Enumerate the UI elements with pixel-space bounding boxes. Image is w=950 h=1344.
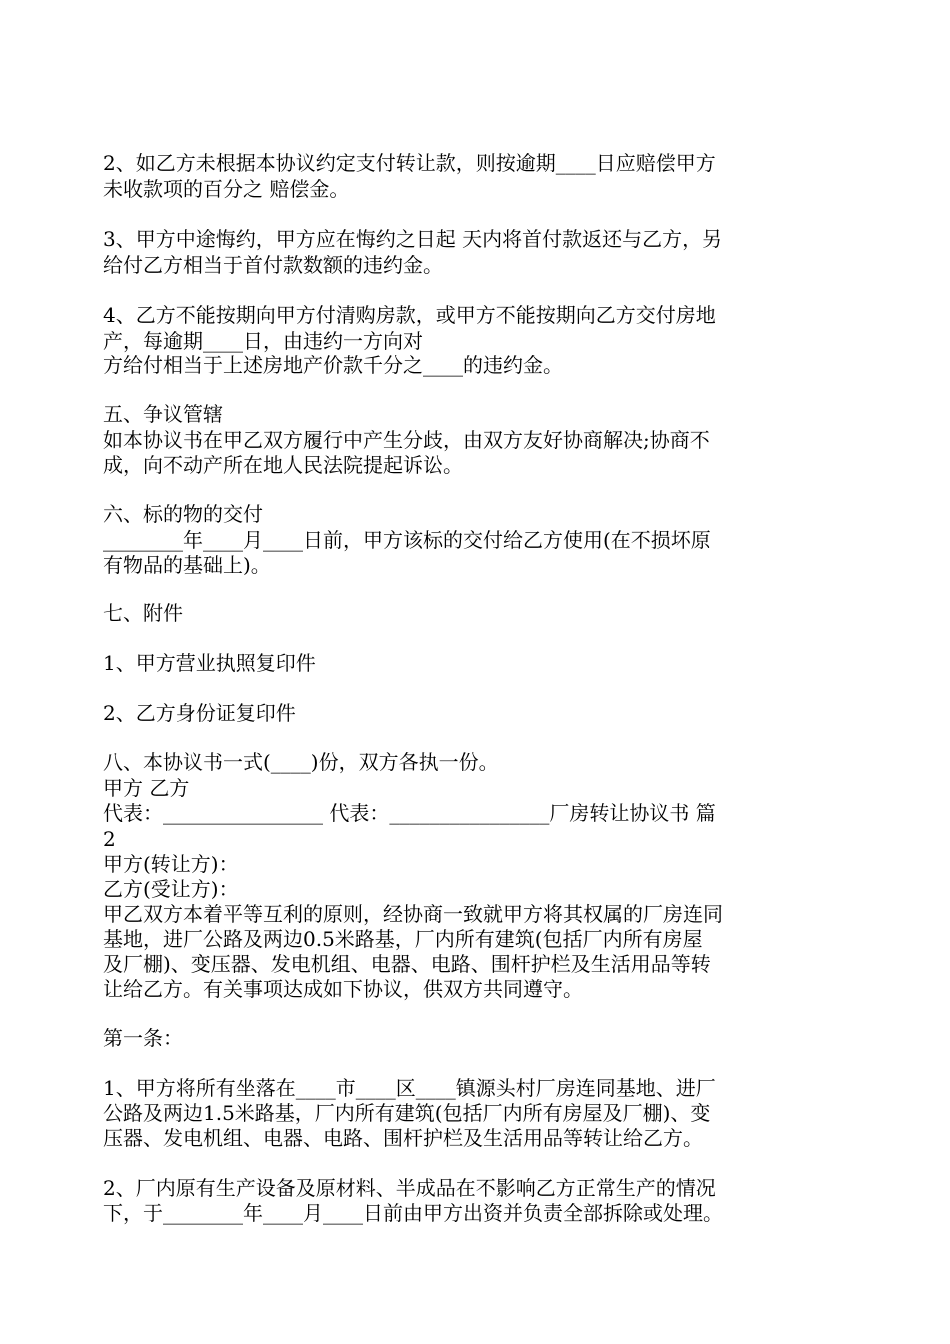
text-line: 让给乙方。有关事项达成如下协议，供双方共同遵守。 [103, 977, 583, 1001]
text-line: 下，于________年____月____日前由甲方出资并负责全部拆除或处理。 [103, 1201, 723, 1225]
text-line: 1、甲方营业执照复印件 [103, 651, 316, 675]
section-heading: 七、附件 [103, 601, 183, 625]
text-line: 给付乙方相当于首付款数额的违约金。 [103, 253, 443, 277]
text-line: 产，每逾期____日，由违约一方向对 [103, 329, 423, 353]
text-line: 甲方(转让方)： [103, 852, 239, 876]
section-heading: 六、标的物的交付 [103, 502, 263, 526]
text-line: 3、甲方中途悔约，甲方应在悔约之日起 天内将首付款返还与乙方，另 [103, 227, 723, 251]
text-line: 如本协议书在甲乙双方履行中产生分歧，由双方友好协商解决;协商不 [103, 428, 710, 452]
text-line: ________年____月____日前，甲方该标的交付给乙方使用(在不损坏原 [103, 528, 711, 552]
text-line: 代表：________________ 代表：________________厂房转让协议书 篇 [103, 801, 716, 825]
text-line: 压器、发电机组、电器、电路、围杆护栏及生活用品等转让给乙方。 [103, 1126, 703, 1150]
text-line: 甲方 乙方 [103, 776, 190, 800]
text-line: 成，向不动产所在地人民法院提起诉讼。 [103, 453, 463, 477]
text-line: 乙方(受让方)： [103, 877, 239, 901]
text-line: 甲乙双方本着平等互利的原则，经协商一致就甲方将其权属的厂房连同 [103, 902, 723, 926]
text-line: 及厂棚)、变压器、发电机组、电器、电路、围杆护栏及生活用品等转 [103, 952, 711, 976]
text-line: 2、厂内原有生产设备及原材料、半成品在不影响乙方正常生产的情况 [103, 1176, 716, 1200]
text-line: 2、乙方身份证复印件 [103, 701, 296, 725]
text-line: 2 [103, 827, 116, 851]
section-heading: 第一条： [103, 1026, 183, 1050]
text-line: 方给付相当于上述房地产价款千分之____的违约金。 [103, 353, 563, 377]
text-line: 2、如乙方未根据本协议约定支付转让款，则按逾期____日应赔偿甲方 [103, 151, 716, 175]
text-line: 4、乙方不能按期向甲方付清购房款，或甲方不能按期向乙方交付房地 [103, 303, 716, 327]
text-line: 未收款项的百分之 赔偿金。 [103, 177, 350, 201]
section-heading: 八、本协议书一式(____)份，双方各执一份。 [103, 750, 499, 774]
text-line: 公路及两边1.5米路基，厂内所有建筑(包括厂内所有房屋及厂棚)、变 [103, 1101, 711, 1125]
text-line: 1、甲方将所有坐落在____市____区____镇源头村厂房连同基地、进厂 [103, 1076, 716, 1100]
text-line: 有物品的基础上)。 [103, 553, 271, 577]
text-line: 基地，进厂公路及两边0.5米路基，厂内所有建筑(包括厂内所有房屋 [103, 927, 703, 951]
section-heading: 五、争议管辖 [103, 402, 223, 426]
